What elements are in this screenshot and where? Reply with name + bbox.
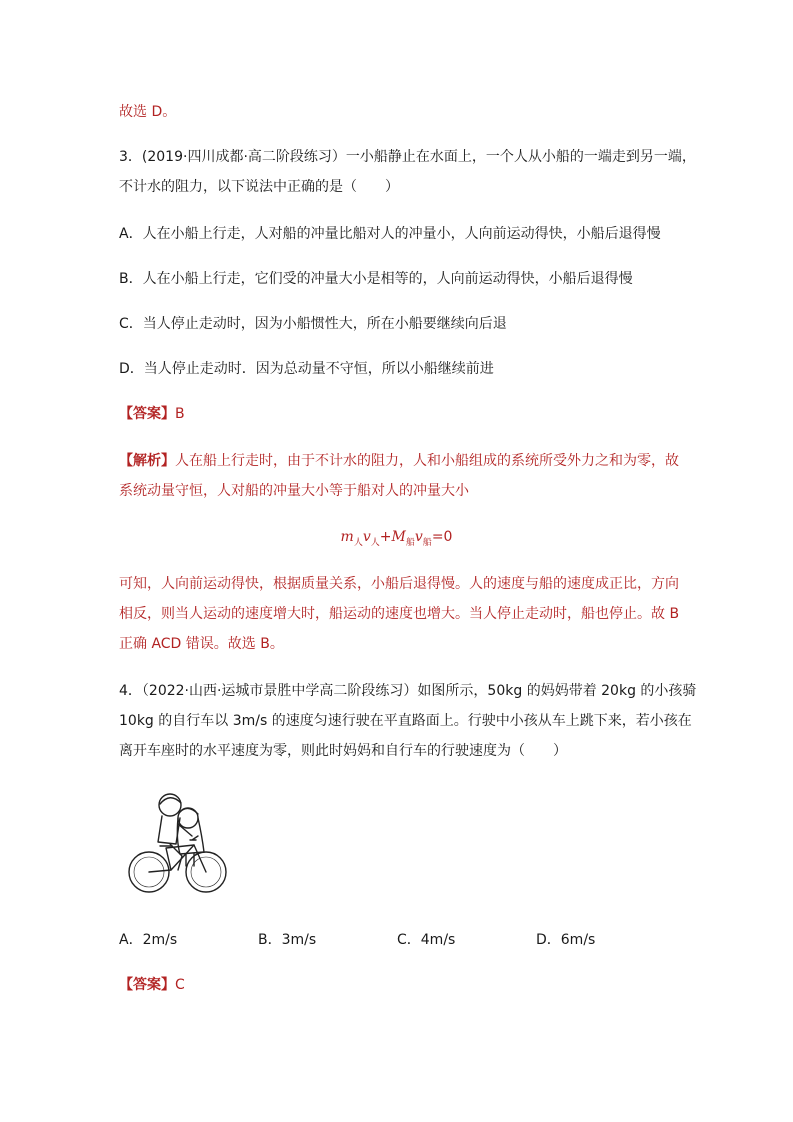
q3-answer — [119, 404, 185, 424]
q4-stem-line-1: 4．（2022·山西·运城市景胜中学高二阶段练习）如图所示，50kg 的妈妈带着 20kg 的小孩骑 — [119, 683, 697, 699]
formula-v: v — [362, 529, 371, 545]
q3-conclusion-line-1: 可知，人向前运动得快，根据质量关系，小船后退得慢。人的速度与船的速度成正比，方向 — [119, 576, 679, 592]
formula-sub-person: 人 — [353, 537, 363, 548]
formula-v-boat: v — [414, 529, 423, 545]
formula-sub-boat-2: 船 — [422, 537, 432, 548]
q3-analysis-line-1 — [119, 451, 679, 471]
q4-option-a: A．2m/s — [119, 932, 178, 948]
formula-M: M — [391, 529, 406, 545]
formula-sub-boat: 船 — [405, 537, 415, 548]
formula-plus: + — [379, 529, 392, 545]
q4-stem-line-2: 10kg 的自行车以 3m/s 的速度匀速行驶在平直路面上。行驶中小孩从车上跳下来，若小孩在 — [119, 713, 692, 729]
formula-sub-person-2: 人 — [370, 537, 380, 548]
q4-option-c: C．4m/s — [397, 932, 456, 948]
q3-answer-label: 【答案】 — [119, 406, 175, 422]
q4-option-d: D．6m/s — [536, 932, 596, 948]
q3-analysis-label: 【解析】 — [119, 453, 175, 469]
q3-conclusion-line-2: 相反，则当人运动的速度增大时，船运动的速度也增大。当人停止走动时，船也停止。故 B — [119, 606, 680, 622]
formula-eq: =0 — [431, 529, 453, 545]
q4-answer-label: 【答案】 — [119, 977, 175, 993]
q3-option-a: A．人在小船上行走，人对船的冲量比船对人的冲量小，人向前运动得快，小船后退得慢 — [119, 226, 661, 242]
previous-conclusion: 故选 D。 — [119, 104, 177, 120]
bicycle-illustration — [126, 790, 230, 898]
q4-option-b: B．3m/s — [258, 932, 317, 948]
q3-momentum-formula — [0, 527, 793, 553]
q3-stem-line-1: 3．(2019·四川成都·高二阶段练习）一小船静止在水面上，一个人从小船的一端走到另一端， — [119, 149, 696, 165]
q4-stem-line-3: 离开车座时的水平速度为零，则此时妈妈和自行车的行驶速度为（ ） — [119, 743, 567, 759]
q3-option-b: B．人在小船上行走，它们受的冲量大小是相等的，人向前运动得快，小船后退得慢 — [119, 271, 633, 287]
q4-answer-value: C — [175, 977, 185, 993]
q3-conclusion-line-3: 正确 ACD 错误。故选 B。 — [119, 636, 284, 652]
q3-answer-value: B — [175, 406, 185, 422]
q3-analysis-line-2: 系统动量守恒，人对船的冲量大小等于船对人的冲量大小 — [119, 483, 469, 499]
formula-m: m — [340, 529, 354, 545]
q3-option-d: D．当人停止走动时．因为总动量不守恒，所以小船继续前进 — [119, 361, 494, 377]
q4-answer — [119, 975, 185, 995]
q3-stem-line-2: 不计水的阻力，以下说法中正确的是（ ） — [119, 179, 399, 195]
q3-option-c: C．当人停止走动时，因为小船惯性大，所在小船要继续向后退 — [119, 316, 507, 332]
q3-analysis-text-1: 人在船上行走时，由于不计水的阻力，人和小船组成的系统所受外力之和为零，故 — [175, 453, 679, 469]
